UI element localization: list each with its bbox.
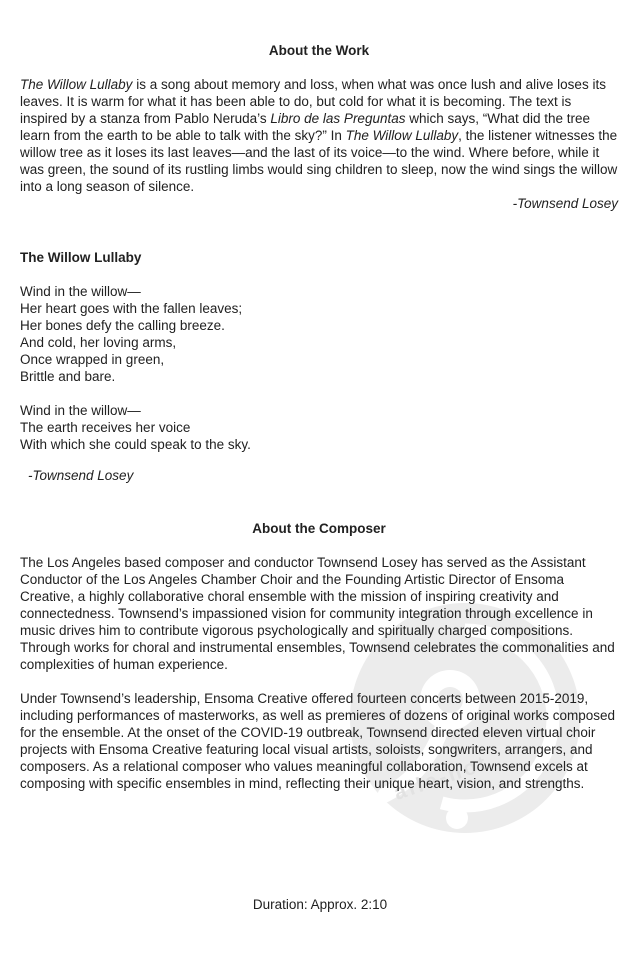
lyric-line: Once wrapped in green,	[20, 352, 165, 367]
lyrics-attribution: -Townsend Losey	[28, 468, 134, 483]
lyric-stanza	[20, 283, 618, 385]
composer-paragraph: The Los Angeles based composer and conductor Townsend Losey has served as the Assistant Conductor of the Los Angeles Chamber Choir and the Founding Artistic Director of Ensoma Creative, a highly collaborative choral ensemble with the mission of inspiring creativity and connectedness. Townsend’s impassioned vision for community integration through excellence in music drives him to contribute vigorous psychologically and spiritually charged compositions. Through works for choral and instrumental ensembles, Townsend celebrates the commonalities and complexities of human experience.	[20, 555, 615, 672]
work-title-italic: Libro de las Preguntas	[270, 111, 406, 126]
lyric-line: And cold, her loving arms,	[20, 335, 177, 350]
about-the-composer-heading: About the Composer	[252, 521, 386, 536]
lyric-line: Her heart goes with the fallen leaves;	[20, 301, 243, 316]
lyrics-stanzas	[20, 283, 618, 453]
lyric-line: Her bones defy the calling breeze.	[20, 318, 225, 333]
body-text: , the listener witnesses the willow tree as it loses its last leaves—and the last of its voice—to the wind. Where before, while it was green, the sound of its rustling limbs would sing children to sleep, now the wind sings the willow into a long season of silence.	[20, 128, 618, 194]
lyric-stanza	[20, 402, 618, 453]
lyric-line: Brittle and bare.	[20, 369, 116, 384]
lyrics-heading: The Willow Lullaby	[20, 250, 142, 265]
watermark-text: alle-not	[391, 751, 492, 805]
about-the-composer-section	[20, 554, 618, 792]
composer-paragraph: Under Townsend’s leadership, Ensoma Creative offered fourteen concerts between 2015-2019, including performances of masterworks, as well as premieres of dozens of original works composed for the ensemble. At the onset of the COVID-19 outbreak, Townsend directed eleven virtual choir projects with Ensoma Creative featuring local visual artists, soloists, songwriters, arrangers, and composers. As a relational composer who values meaningful collaboration, Townsend excels at composing with specific ensembles in mind, reflecting their unique heart, vision, and strengths.	[20, 691, 616, 791]
about-the-work-attribution: -Townsend Losey	[512, 196, 618, 211]
lyric-line: Wind in the willow—	[20, 284, 141, 299]
duration-text: Duration: Approx. 2:10	[252, 897, 388, 912]
work-title-italic: The Willow Lullaby	[345, 128, 459, 143]
lyric-line: Wind in the willow—	[20, 403, 141, 418]
body-text: which says, “What did the tree learn from the earth to be able to talk with the sky?” In	[20, 111, 591, 143]
body-text: is a song about memory and loss, when what was once lush and alive loses its leaves. It is warm for what it has been able to do, but cold for what it is becoming. The text is inspired by a stanza from Pablo Neruda’s	[20, 77, 606, 126]
lyric-line: The earth receives her voice	[20, 420, 191, 435]
about-the-work-heading: About the Work	[268, 43, 370, 58]
lyric-line: With which she could speak to the sky.	[20, 437, 251, 452]
about-the-work-paragraph	[20, 76, 618, 195]
work-title-italic: The Willow Lullaby	[20, 77, 133, 92]
